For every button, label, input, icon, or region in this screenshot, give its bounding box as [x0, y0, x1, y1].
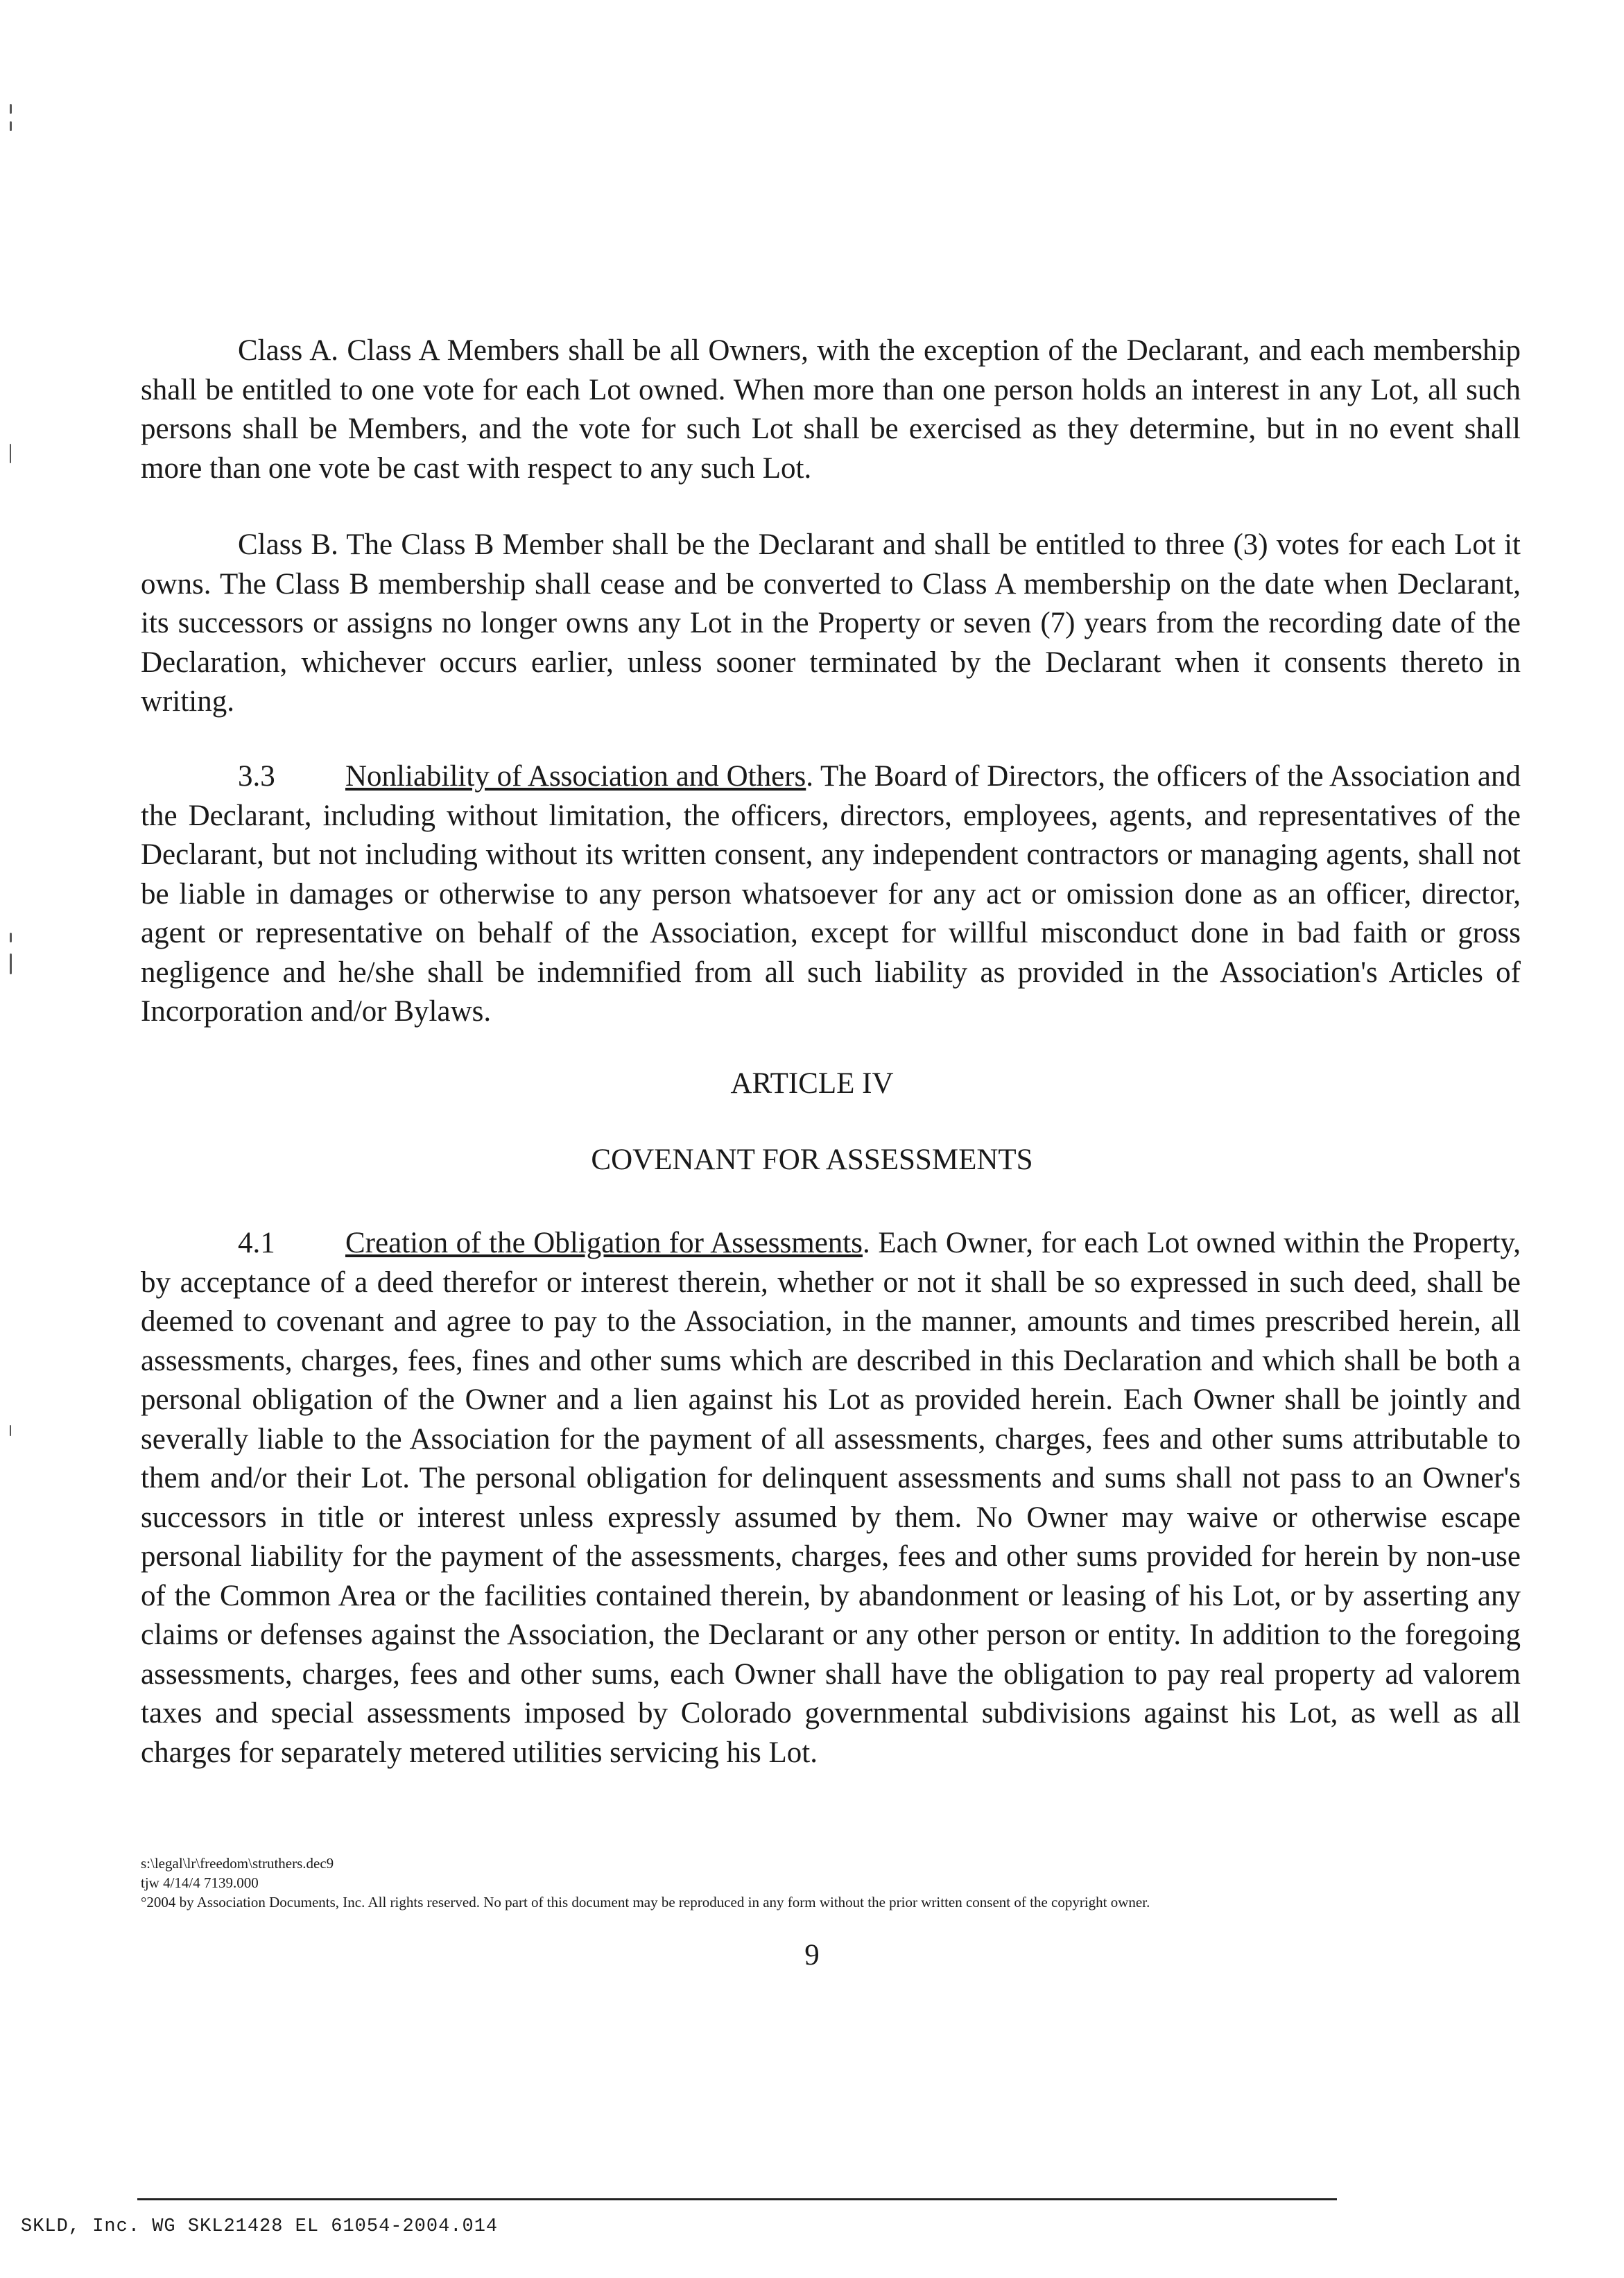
scan-speck — [10, 933, 12, 942]
section-4-1-paragraph — [141, 1224, 1521, 1772]
section-4-1-number: 4.1 — [238, 1227, 275, 1259]
class-a-paragraph — [141, 331, 1521, 488]
article-number: ARTICLE IV — [730, 1067, 894, 1100]
scan-speck — [10, 444, 11, 463]
article-title: COVENANT FOR ASSESSMENTS — [591, 1144, 1033, 1176]
scan-speck — [10, 121, 12, 131]
footer-divider — [137, 2198, 1337, 2200]
footnote-copyright: °2004 by Association Documents, Inc. All rights reserved. No part of this document may be reproduced in any form without the prior written consent of the copyright owner. — [141, 1894, 1150, 1910]
section-3-3-text: . The Board of Directors, the officers of the Association and the Declarant, including without limitation, the officers, directors, employees, agents, and representatives of the Declarant, but not including without its written consent, any independent contractors or managing agents, shall not be liable in damages or otherwise to any person whatsoever for any act or omission done as an officer, director, agent or representative on behalf of the Association, except for willful misconduct done in bad faith or gross negligence and he/she shall be indemnified from all such liability as provided in the Association's Articles of Incorporation and/or Bylaws. — [141, 760, 1521, 1028]
footer-stamp: SKLD, Inc. WG SKL21428 EL 61054-2004.014 — [21, 2216, 499, 2237]
class-b-text: Class B. The Class B Member shall be the Declarant and shall be entitled to three (3) votes for each Lot it owns. The Class B membership shall cease and be converted to Class A membership on the date when Declarant, its successors or assigns no longer owns any Lot in the Property or seven (7) years from the recording date of the Declaration, whichever occurs earlier, unless sooner terminated by the Declarant when it consents thereto in writing. — [141, 528, 1521, 718]
section-3-3-paragraph — [141, 757, 1521, 1032]
section-4-1-heading: Creation of the Obligation for Assessments — [345, 1227, 863, 1259]
scan-speck — [10, 1425, 11, 1436]
footnote-file-path: s:\legal\lr\freedom\struthers.dec9 — [141, 1855, 334, 1872]
section-4-1-text: . Each Owner, for each Lot owned within the Property, by acceptance of a deed therefor or interest therein, whether or not it shall be so expressed in such deed, shall be deemed to covenant and agree to pay to the Association, in the manner, amounts and times prescribed herein, all assessments, charges, fees, fines and other sums which are described in this Declaration and which shall be both a personal obligation of the Owner and a lien against his Lot as provided herein. Each Owner shall be jointly and severally liable to the Association for the payment of all assessments, charges, fees and other sums attributable to them and/or their Lot. The personal obligation for delinquent assessments and sums shall not pass to an Owner's successors in title or interest unless expressly assumed by them. No Owner may waive or otherwise escape personal liability for the payment of the assessments, charges, fees and other sums provided for herein by non-use of the Common Area or the facilities contained therein, by abandonment or leasing of his Lot, or by asserting any claims or defenses against the Association, the Declarant or any other person or entity. In addition to the foregoing assessments, charges, fees and other sums, each Owner shall have the obligation to pay real property ad valorem taxes and special assessments imposed by Colorado governmental subdivisions against his Lot, as well as all charges for separately metered utilities servicing his Lot. — [141, 1227, 1521, 1769]
scan-speck — [10, 954, 12, 974]
footnote-revision: tjw 4/14/4 7139.000 — [141, 1874, 259, 1891]
section-3-3-heading: Nonliability of Association and Others — [345, 760, 806, 793]
page-number: 9 — [804, 1939, 820, 1971]
scan-speck — [10, 104, 12, 114]
class-b-paragraph — [141, 526, 1521, 722]
class-a-text: Class A. Class A Members shall be all Owners, with the exception of the Declarant, and each membership shall be entitled to one vote for each Lot owned. When more than one person holds an interest in any Lot, all such persons shall be Members, and the vote for such Lot shall be exercised as they determine, but in no event shall more than one vote be cast with respect to any such Lot. — [141, 334, 1521, 485]
section-3-3-number: 3.3 — [238, 760, 275, 793]
